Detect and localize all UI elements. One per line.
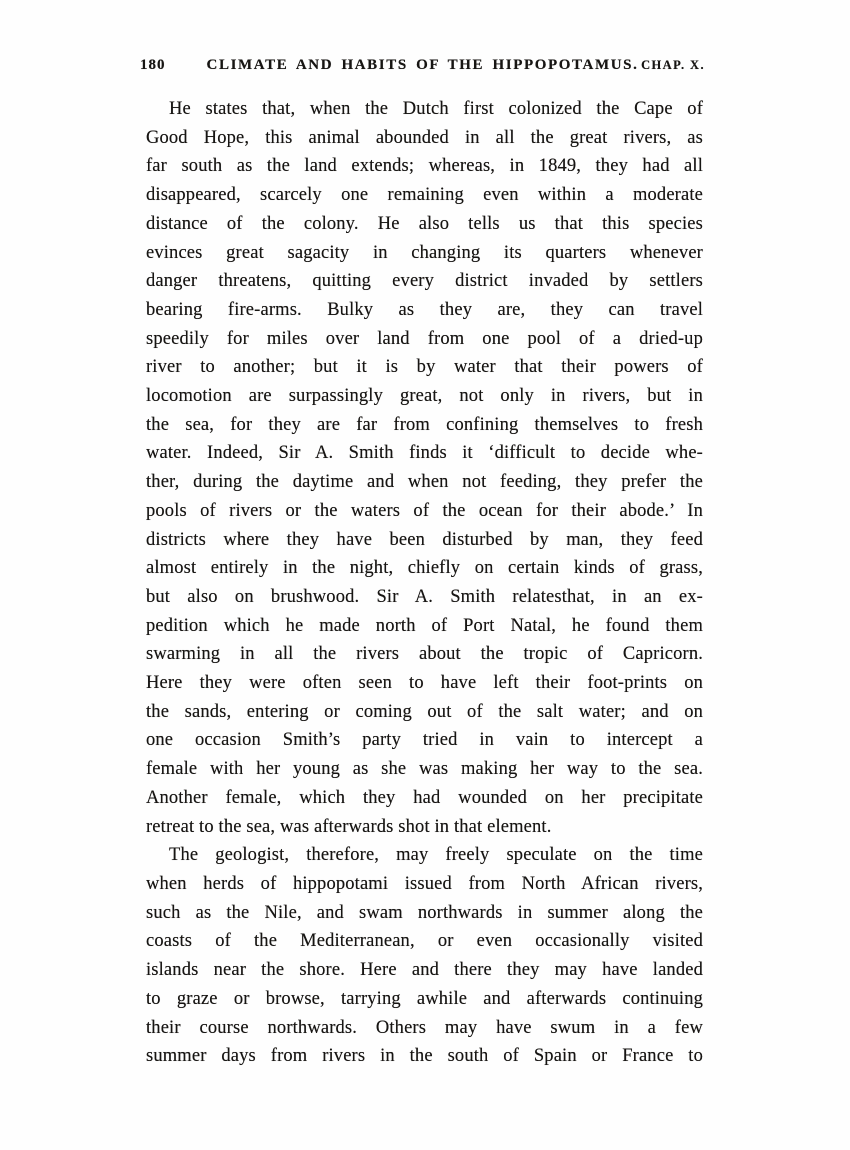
paragraph — [146, 841, 703, 1071]
text-line: bearing fire-arms. Bulky as they are, they can travel — [146, 299, 703, 320]
text-line: female with her young as she was making her way to the sea. — [146, 759, 703, 780]
page-body — [146, 95, 703, 1071]
text-line: pedition which he made north of Port Natal, he found them — [146, 615, 703, 636]
text-line: but also on brushwood. Sir A. Smith relatesthat, in an ex- — [146, 586, 703, 607]
text-line: districts where they have been disturbed by man, they feed — [146, 529, 703, 550]
text-line: retreat to the sea, was afterwards shot in that element. — [146, 816, 552, 837]
text-line: pools of rivers or the waters of the ocean for their abode.’ In — [146, 500, 703, 521]
text-line: coasts of the Mediterranean, or even occasionally visited — [146, 931, 703, 952]
text-line: river to another; but it is by water that their powers of — [146, 357, 703, 378]
text-line: danger threatens, quitting every district invaded by settlers — [146, 271, 703, 292]
text-line: water. Indeed, Sir A. Smith finds it ‘difficult to decide whe- — [146, 443, 703, 464]
text-line: the sea, for they are far from confining themselves to fresh — [146, 414, 703, 435]
text-line: islands near the shore. Here and there they may have landed — [146, 960, 703, 981]
text-line: evinces great sagacity in changing its quarters whenever — [146, 242, 703, 263]
text-line: when herds of hippopotami issued from North African rivers, — [146, 873, 703, 894]
text-line: Another female, which they had wounded on her precipitate — [146, 787, 703, 808]
page-number: 180 — [140, 57, 166, 73]
text-line: swarming in all the rivers about the tropic of Capricorn. — [146, 644, 703, 665]
text-line: one occasion Smith’s party tried in vain to intercept a — [146, 730, 703, 751]
text-line: their course northwards. Others may have swum in a few — [146, 1017, 703, 1038]
text-line: Here they were often seen to have left their foot-prints on — [146, 673, 703, 694]
text-line: such as the Nile, and swam northwards in summer along the — [146, 902, 703, 923]
text-line: almost entirely in the night, chiefly on certain kinds of grass, — [146, 558, 703, 579]
page-header — [0, 0, 850, 74]
text-line: the sands, entering or coming out of the salt water; and on — [146, 701, 703, 722]
text-line: speedily for miles over land from one pool of a dried-up — [146, 328, 703, 349]
text-line: disappeared, scarcely one remaining even within a moderate — [146, 185, 703, 206]
text-line: distance of the colony. He also tells us that this species — [146, 213, 703, 234]
text-line: The geologist, therefore, may freely speculate on the time — [169, 845, 703, 866]
chapter-label: CHAP. X. — [641, 58, 705, 72]
text-line: far south as the land extends; whereas, in 1849, they had all — [146, 156, 703, 177]
text-line: Good Hope, this animal abounded in all the great rivers, as — [146, 127, 703, 148]
text-line: summer days from rivers in the south of Spain or France to — [146, 1046, 703, 1067]
text-line: locomotion are surpassingly great, not only in rivers, but in — [146, 386, 703, 407]
paragraph — [146, 95, 703, 841]
text-line: to graze or browse, tarrying awhile and afterwards continuing — [146, 988, 703, 1009]
running-title: CLIMATE AND HABITS OF THE HIPPOPOTAMUS. — [206, 57, 639, 73]
text-line: He states that, when the Dutch first colonized the Cape of — [169, 99, 703, 119]
text-line: ther, during the daytime and when not feeding, they prefer the — [146, 472, 703, 493]
